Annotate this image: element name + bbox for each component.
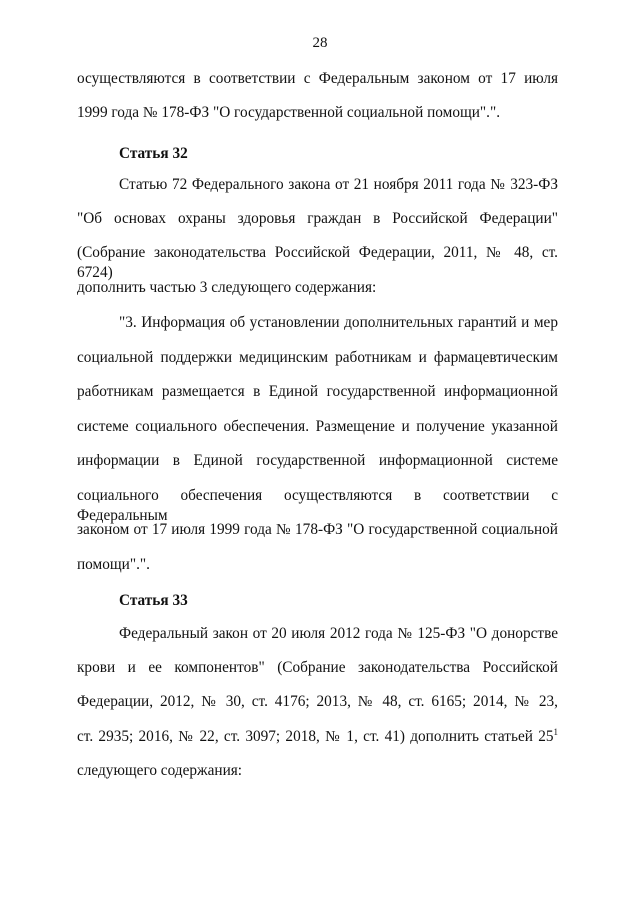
- article-32-quote-line: законом от 17 июля 1999 года № 178-ФЗ "О государственной социальной: [77, 521, 558, 538]
- page-number: 28: [312, 35, 328, 51]
- article-33-text-line: Федерации, 2012, № 30, ст. 4176; 2013, № 48, ст. 6165; 2014, № 23,: [77, 693, 558, 710]
- intro-line: 1999 года № 178-ФЗ "О государственной социальной помощи".".: [77, 104, 501, 121]
- article-32-text-line: Статью 72 Федерального закона от 21 ноября 2011 года № 323-ФЗ: [119, 176, 558, 193]
- article-33-text-line: крови и ее компонентов" (Собрание законодательства Российской: [77, 659, 558, 676]
- article-32-quote-line: социального обеспечения осуществляются в соответствии с Федеральным: [77, 487, 558, 524]
- intro-line: осуществляются в соответствии с Федеральным законом от 17 июля: [77, 70, 558, 87]
- article-32-quote-line: системе социального обеспечения. Размещение и получение указанной: [77, 418, 558, 435]
- article-32-text-line: "Об основах охраны здоровья граждан в Российской Федерации": [77, 210, 558, 227]
- article-33-heading: Статья 33: [119, 592, 188, 609]
- article-32-quote-line: "3. Информация об установлении дополнительных гарантий и мер: [119, 314, 558, 331]
- article-32-text-line: (Собрание законодательства Российской Федерации, 2011, № 48, ст. 6724): [77, 244, 558, 281]
- article-32-text-line: дополнить частью 3 следующего содержания:: [77, 279, 377, 296]
- article-32-quote-line: работникам размещается в Единой государственной информационной: [77, 383, 558, 400]
- article-33-text-line: [77, 727, 558, 747]
- article-32-heading: Статья 32: [119, 145, 188, 162]
- article-33-line-text: ст. 2935; 2016, № 22, ст. 3097; 2018, № 1, ст. 41) дополнить статьей 25: [77, 728, 554, 745]
- article-33-text-line: Федеральный закон от 20 июля 2012 года № 125-ФЗ "О донорстве: [119, 625, 558, 642]
- article-number-superscript: 1: [553, 727, 558, 737]
- article-32-quote-line: информации в Единой государственной информационной системе: [77, 452, 558, 469]
- article-33-text-line: следующего содержания:: [77, 762, 243, 779]
- article-32-quote-line: помощи".".: [77, 556, 150, 573]
- article-32-quote-line: социальной поддержки медицинским работникам и фармацевтическим: [77, 349, 558, 366]
